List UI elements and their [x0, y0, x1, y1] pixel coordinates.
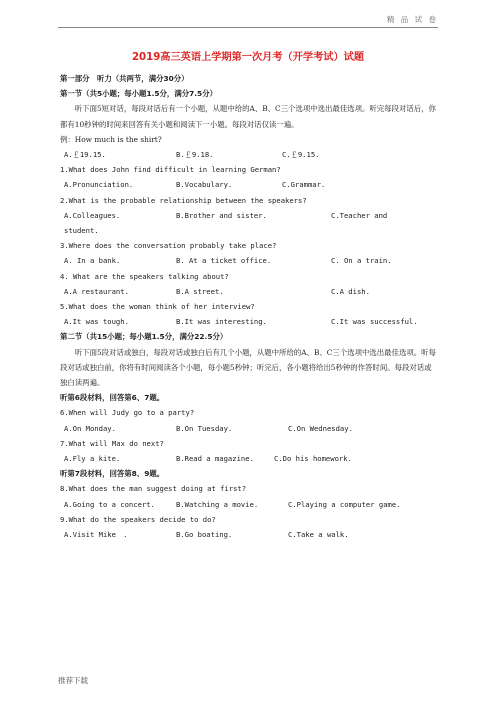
option-b: B.Vocabulary. — [176, 180, 233, 190]
option-b: B.It was interesting. — [176, 317, 267, 327]
option-c: C.Do his homework. — [274, 454, 352, 464]
header-label: 精 品 试 卷 — [386, 15, 438, 24]
option-a: A.Fly a kite. — [64, 454, 121, 464]
question-9: 9.What do the speakers decide to do? — [60, 514, 216, 524]
option-a: A.￡19.15. — [64, 150, 106, 160]
option-a: A.It was tough. — [64, 317, 129, 327]
option-b: B.A street. — [176, 286, 224, 296]
question-6-options — [60, 421, 436, 436]
option-b: B.￡9.18. — [176, 150, 214, 160]
header-divider — [58, 27, 438, 28]
question-3: 3.Where does the conversation probably take place? — [60, 241, 277, 251]
section-instructions-2: 听下面5段对话或独白，每段对话或独白后有几个小题，从题中所给的A、B、C三个选项中选出最佳选项。听每段对话或独白前，你将有时间阅读各个小题，每小题5秒钟；听完后，各小题将给出5秒钟的作答时间。每段对话或独白读两遍。 — [60, 347, 436, 388]
option-c: C.Teacher and — [331, 210, 388, 220]
example-question: 例：How much is the shirt? — [60, 134, 162, 144]
question-3-options — [60, 253, 436, 268]
option-a: A.Going to a concert. — [64, 499, 155, 509]
question-6: 6.When will Judy go to a party? — [60, 408, 195, 418]
option-b: B.Brother and sister. — [176, 210, 267, 220]
option-a: A. In a bank. — [64, 256, 121, 266]
question-5: 5.What does the woman think of her interview? — [60, 302, 255, 312]
option-c: C.A dish. — [331, 286, 370, 296]
question-8: 8.What does the man suggest doing at first? — [60, 484, 247, 494]
section-heading-2: 第二节（共15小题；每小题1.5分，满分22.5分） — [60, 332, 228, 342]
option-b: B.Watching a movie. — [176, 499, 259, 509]
option-a: A.Colleagues. — [64, 210, 121, 220]
question-2-options — [60, 208, 436, 223]
option-c: C.Take a walk. — [288, 530, 349, 540]
option-a: A.Pronunciation. — [64, 180, 134, 190]
document-body — [60, 40, 436, 542]
question-4: 4. What are the speakers talking about? — [60, 271, 229, 281]
option-a: A.A restaurant. — [64, 286, 129, 296]
option-b: B.On Tuesday. — [176, 423, 233, 433]
material-heading-6: 听第6段材料，回答第6、7题。 — [60, 393, 165, 403]
question-5-options — [60, 314, 436, 329]
part-heading: 第一部分 听力（共两节，满分30分） — [60, 74, 189, 83]
footer-label: 推荐下载 — [58, 676, 88, 685]
section-instructions-1: 听下面5短对话，每段对话后有一个小题，从题中给的A、B、C三个选项中选出最佳选项。听完每段对话后，你都有10秒钟的时间来回答有关小题和阅读下一小题。每段对话仅读一遍。 — [60, 104, 436, 129]
option-c: C.Grammar. — [282, 180, 326, 190]
option-c: C. On a train. — [331, 256, 392, 266]
option-b: B.Go boating. — [176, 530, 233, 540]
option-b: B. At a ticket office. — [176, 256, 272, 266]
question-9-options — [60, 527, 436, 542]
question-1-options — [60, 177, 436, 192]
section-heading-1: 第一节（共5小题；每小题1.5分，满分7.5分） — [60, 89, 217, 99]
option-b: B.Read a magazine. — [176, 454, 254, 464]
question-4-options — [60, 284, 436, 299]
question-7-options — [60, 451, 436, 466]
question-2: 2.What is the probable relationship between the speakers? — [60, 195, 307, 205]
option-c: C.Playing a computer game. — [288, 499, 401, 509]
option-c: C.￡9.15. — [282, 150, 320, 160]
option-a: A.Visit Mike . — [64, 530, 128, 540]
option-c: C.It was successful. — [331, 317, 418, 327]
question-8-options — [60, 497, 436, 512]
page-title: 2019高三英语上学期第一次月考（开学考试）试题 — [131, 52, 365, 63]
question-1: 1.What does John find difficult in learning German? — [60, 165, 281, 175]
option-c: C.On Wednesday. — [288, 423, 353, 433]
option-a: A.On Monday. — [64, 423, 116, 433]
option-c-continued: student. — [64, 226, 99, 236]
question-7: 7.What will Max do next? — [60, 438, 164, 448]
material-heading-7: 听第7段材料，回答第8、9题。 — [60, 469, 165, 479]
example-options — [60, 147, 436, 162]
